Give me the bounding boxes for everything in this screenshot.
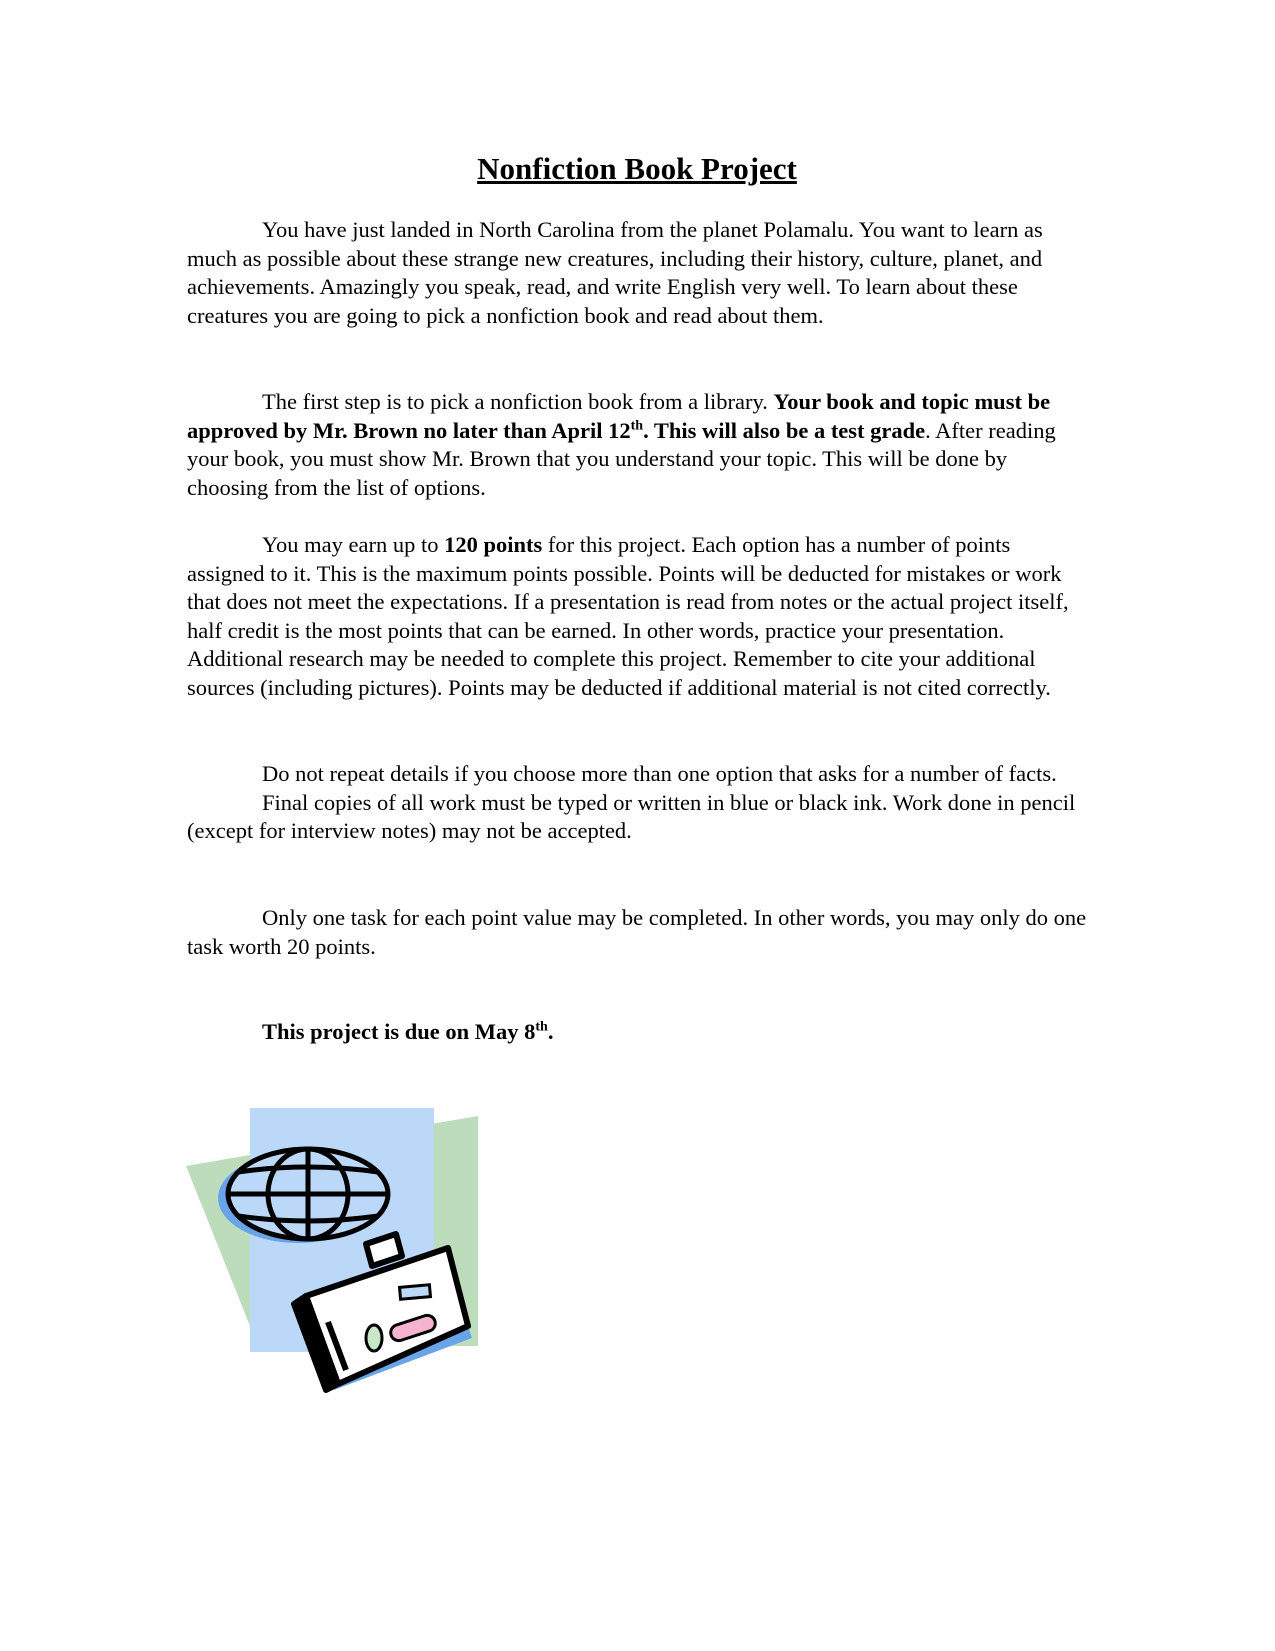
suitcase-label <box>400 1285 431 1300</box>
earn-up-to-text: You may earn up to <box>262 532 445 557</box>
test-grade-text: . This will also be a test grade <box>643 417 926 443</box>
after-reading-text: . After reading your book, you must show Mr. Brown that you understand your topic. This will be done by choosing from the list of options. <box>187 417 1056 500</box>
globe-and-suitcase-icon <box>186 1108 491 1403</box>
paragraph-one-task <box>187 904 1087 961</box>
suitcase-green-dot <box>366 1325 382 1351</box>
final-copies-text: Final copies of all work must be typed or written in blue or black ink. Work done in pencil (except for interview notes) may not be accepted. <box>187 789 1076 844</box>
one-task-text: Only one task for each point value may be completed. In other words, you may only do one task worth 20 points. <box>187 905 1087 959</box>
due-date-text: This project is due on May 8 <box>262 1019 536 1044</box>
first-step-text: The first step is to pick a nonfiction book from a library. <box>262 389 774 414</box>
max-points-text: 120 points <box>444 532 543 557</box>
paragraph-points <box>187 531 1087 703</box>
due-date-end: . <box>547 1019 554 1044</box>
due-date-suffix: th <box>535 1019 548 1035</box>
final-copies-rule <box>187 789 1087 846</box>
globe-icon <box>228 1149 388 1239</box>
paragraph-intro <box>187 216 1087 330</box>
approval-deadline-text: Your book and topic must be approved by Mr. Brown no later than April 12 <box>187 389 1051 443</box>
paragraph-first-step <box>187 388 1087 502</box>
points-rules-text: for this project. Each option has a number of points assigned to it. This is the maximum points possible. Points will be deducted for mistakes or work that does not meet the expectations. If a presentation is read from notes or the actual project itself, half credit is the most points that can be earned. In other words, practice your presentation. Additional research may be needed to complete this project. Remember to cite your additional sources (including pictures). Points may be deducted if additional material is not cited correctly. <box>187 532 1069 700</box>
paragraph-rules <box>187 760 1087 846</box>
repeat-details-text: Do not repeat details if you choose more than one option that asks for a number of facts. <box>262 761 1057 786</box>
page-title: Nonfiction Book Project <box>477 151 797 186</box>
due-date-line <box>187 1018 1087 1047</box>
paragraph-intro-text: You have just landed in North Carolina from the planet Polamalu. You want to learn as much as possible about these strange new creatures, including their history, culture, planet, and achievements. Amazingly you speak, read, and write English very well. To learn about these creatures you are going to pick a nonfiction book and read about them. <box>187 217 1043 328</box>
repeat-details-rule <box>187 760 1087 789</box>
approval-deadline-suffix: th <box>630 418 644 434</box>
